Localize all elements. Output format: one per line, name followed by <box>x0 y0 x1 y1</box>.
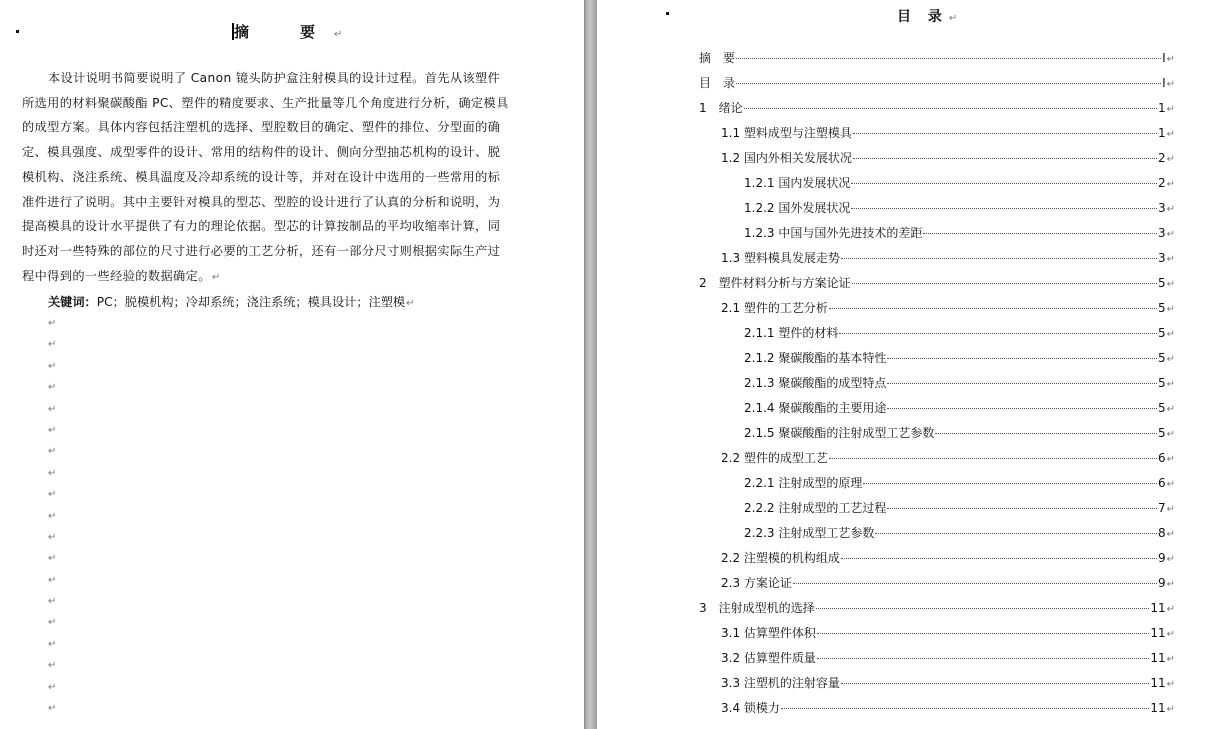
paragraph-mark-icon: ↵ <box>1166 379 1175 390</box>
toc-dot-leader <box>851 183 1157 184</box>
toc-entry[interactable] <box>699 549 1175 574</box>
toc-entry[interactable] <box>699 674 1175 699</box>
toc-dot-leader <box>863 483 1157 484</box>
toc-entry-title: 1.2 国内外相关发展状况 <box>721 151 852 165</box>
toc-dot-leader <box>841 558 1157 559</box>
toc-entry[interactable] <box>699 224 1175 249</box>
toc-page-number: 1 <box>1157 101 1166 115</box>
paragraph-mark-icon: ↵ <box>48 574 57 586</box>
paragraph-mark-icon: ↵ <box>1166 179 1175 190</box>
toc-entry-title: 1 绪论 <box>699 101 743 115</box>
toc-page-number: 11 <box>1150 626 1166 640</box>
toc-dot-leader <box>887 408 1157 409</box>
toc-entry[interactable] <box>699 299 1175 324</box>
paragraph-mark-icon: ↵ <box>1166 129 1175 140</box>
toc-entry-title: 2.2 注塑模的机构组成 <box>721 551 840 565</box>
corner-mark <box>16 30 19 33</box>
toc-page <box>597 0 1206 729</box>
toc-entry-title: 2.1.5 聚碳酸酯的注射成型工艺参数 <box>744 426 935 440</box>
toc-page-number: 5 <box>1157 351 1166 365</box>
toc-entry-title: 1.2.2 国外发展状况 <box>744 201 851 215</box>
toc-entry-title: 3.4 锁模力 <box>721 701 780 715</box>
toc-entry-title: 1.1 塑料成型与注塑模具 <box>721 126 852 140</box>
paragraph-mark-icon: ↵ <box>48 318 57 329</box>
toc-entry-title: 2.3 方案论证 <box>721 576 792 590</box>
paragraph-mark-icon: ↵ <box>48 638 57 650</box>
toc-entry[interactable] <box>699 624 1175 649</box>
paragraph-mark-icon: ↵ <box>48 339 57 351</box>
toc-dot-leader <box>853 158 1157 159</box>
paragraph-mark-icon: ↵ <box>948 13 958 24</box>
toc-dot-leader <box>923 233 1157 234</box>
toc-entry[interactable] <box>699 474 1175 499</box>
paragraph-mark-icon: ↵ <box>48 446 57 458</box>
toc-entry[interactable] <box>699 274 1175 299</box>
paragraph-mark-icon: ↵ <box>334 29 343 40</box>
paragraph-mark-icon: ↵ <box>1166 604 1175 615</box>
paragraph-mark-icon: ↵ <box>1166 329 1175 340</box>
toc-page-number: 5 <box>1157 376 1166 390</box>
toc-entry-title: 3.1 估算塑件体积 <box>721 626 816 640</box>
toc-entry-title: 3.2 估算塑件质量 <box>721 651 816 665</box>
toc-entry[interactable] <box>699 399 1175 424</box>
toc-page-number: 5 <box>1157 301 1166 315</box>
toc-entry[interactable] <box>699 199 1175 224</box>
toc-entry[interactable] <box>699 599 1175 624</box>
toc-entry-title: 摘 要 <box>699 51 736 65</box>
toc-page-number: I <box>1162 51 1166 65</box>
toc-page-number: 3 <box>1157 201 1166 215</box>
toc-page-number: 5 <box>1157 276 1166 290</box>
toc-dot-leader <box>851 208 1157 209</box>
toc-entry[interactable] <box>699 449 1175 474</box>
paragraph-mark-icon: ↵ <box>48 617 57 629</box>
toc-entry[interactable] <box>699 499 1175 524</box>
toc-entry-title: 目 录 <box>699 76 736 90</box>
toc-page-number: 11 <box>1150 601 1166 615</box>
abstract-page <box>0 0 584 729</box>
paragraph-mark-icon: ↵ <box>1166 704 1175 715</box>
paragraph-mark-icon: ↵ <box>48 424 57 436</box>
toc-dot-leader <box>887 383 1157 384</box>
toc-dot-leader <box>817 658 1149 659</box>
paragraph-mark-icon: ↵ <box>1166 454 1175 465</box>
corner-mark <box>666 12 669 15</box>
paragraph-mark-icon: ↵ <box>406 298 415 309</box>
toc-entry[interactable] <box>699 699 1175 724</box>
paragraph-mark-icon: ↵ <box>48 489 57 501</box>
toc-entry-title: 1.3 塑料模具发展走势 <box>721 251 840 265</box>
toc-dot-leader <box>853 133 1157 134</box>
toc-entry[interactable] <box>699 524 1175 549</box>
toc-entry[interactable] <box>699 74 1175 99</box>
toc-dot-leader <box>736 83 1161 84</box>
paragraph-mark-icon: ↵ <box>48 681 57 693</box>
paragraph-mark-icon: ↵ <box>1166 279 1175 290</box>
toc-dot-leader <box>875 533 1157 534</box>
toc-entry-title: 2.1 塑件的工艺分析 <box>721 301 828 315</box>
paragraph-mark-icon: ↵ <box>1166 254 1175 265</box>
toc-entry[interactable] <box>699 99 1175 124</box>
paragraph-mark-icon: ↵ <box>1166 354 1175 365</box>
paragraph-mark-icon: ↵ <box>1166 229 1175 240</box>
paragraph-mark-icon: ↵ <box>1166 79 1175 90</box>
abstract-keywords[interactable] <box>48 292 415 314</box>
toc-page-number: 11 <box>1150 651 1166 665</box>
toc-entry-title: 2.2.3 注射成型工艺参数 <box>744 526 875 540</box>
paragraph-mark-icon: ↵ <box>1166 629 1175 640</box>
paragraph-mark-icon: ↵ <box>1166 404 1175 415</box>
toc-page-number: 5 <box>1157 401 1166 415</box>
page-gutter <box>584 0 597 729</box>
toc-entry-title: 2.1.3 聚碳酸酯的成型特点 <box>744 376 887 390</box>
paragraph-mark-icon: ↵ <box>1166 579 1175 590</box>
toc-page-number: 9 <box>1157 551 1166 565</box>
toc-entry-title: 3 注射成型机的选择 <box>699 601 815 615</box>
paragraph-mark-icon: ↵ <box>1166 479 1175 490</box>
paragraph-mark-icon: ↵ <box>48 382 57 394</box>
toc-entry[interactable] <box>699 374 1175 399</box>
paragraph-mark-icon: ↵ <box>211 271 221 283</box>
toc-page-number: 3 <box>1157 251 1166 265</box>
toc-page-number: 2 <box>1157 151 1166 165</box>
toc-list <box>699 49 1175 724</box>
toc-dot-leader <box>852 283 1157 284</box>
keywords-text: PC；脱模机构；冷却系统；浇注系统；模具设计；注塑模 <box>96 295 406 309</box>
paragraph-mark-icon: ↵ <box>48 596 57 608</box>
paragraph-mark-icon: ↵ <box>48 360 57 372</box>
toc-entry-title: 2.1.2 聚碳酸酯的基本特性 <box>744 351 887 365</box>
toc-page-number: I <box>1162 76 1166 90</box>
paragraph-mark-icon: ↵ <box>48 403 57 415</box>
paragraph-mark-icon: ↵ <box>1166 679 1175 690</box>
toc-entry[interactable] <box>699 349 1175 374</box>
toc-page-number: 8 <box>1157 526 1166 540</box>
toc-dot-leader <box>816 608 1150 609</box>
toc-entry[interactable] <box>699 49 1175 74</box>
toc-dot-leader <box>839 333 1157 334</box>
toc-entry-title: 2.2.1 注射成型的原理 <box>744 476 863 490</box>
toc-dot-leader <box>887 358 1157 359</box>
paragraph-mark-icon: ↵ <box>48 553 57 565</box>
paragraph-mark-icon: ↵ <box>1166 204 1175 215</box>
toc-entry-title: 2.1.4 聚碳酸酯的主要用途 <box>744 401 887 415</box>
toc-page-number: 7 <box>1157 501 1166 515</box>
keywords-label: 关键词： <box>48 295 97 309</box>
toc-entry[interactable] <box>699 324 1175 349</box>
paragraph-mark-icon: ↵ <box>48 510 57 522</box>
toc-page-number: 3 <box>1157 226 1166 240</box>
paragraph-mark-icon: ↵ <box>48 531 57 543</box>
paragraph-mark-icon: ↵ <box>1166 154 1175 165</box>
paragraph-mark-icon: ↵ <box>1166 304 1175 315</box>
toc-dot-leader <box>793 583 1157 584</box>
toc-page-number: 1 <box>1157 126 1166 140</box>
paragraph-mark-icon: ↵ <box>48 703 57 715</box>
toc-dot-leader <box>744 108 1157 109</box>
toc-dot-leader <box>781 708 1149 709</box>
toc-page-number: 5 <box>1157 326 1166 340</box>
toc-page-number: 2 <box>1157 176 1166 190</box>
toc-entry-title: 1.2.1 国内发展状况 <box>744 176 851 190</box>
toc-entry[interactable] <box>699 149 1175 174</box>
toc-page-number: 11 <box>1150 701 1166 715</box>
paragraph-mark-icon: ↵ <box>48 467 57 479</box>
paragraph-mark-icon: ↵ <box>1166 54 1175 65</box>
toc-entry[interactable] <box>699 249 1175 274</box>
empty-paragraph-marks <box>48 317 56 723</box>
paragraph-mark-icon: ↵ <box>1166 529 1175 540</box>
toc-entry-title: 2.1.1 塑件的材料 <box>744 326 839 340</box>
toc-page-number: 9 <box>1157 576 1166 590</box>
toc-entry[interactable] <box>699 174 1175 199</box>
toc-dot-leader <box>841 258 1157 259</box>
paragraph-mark-icon: ↵ <box>1166 654 1175 665</box>
toc-dot-leader <box>817 633 1149 634</box>
toc-dot-leader <box>935 433 1157 434</box>
toc-dot-leader <box>736 58 1161 59</box>
toc-page-number: 6 <box>1157 476 1166 490</box>
abstract-title: 摘 要↵ <box>234 23 343 41</box>
toc-entry-title: 2.2.2 注射成型的工艺过程 <box>744 501 887 515</box>
toc-entry-title: 1.2.3 中国与国外先进技术的差距 <box>744 226 923 240</box>
toc-entry-title: 2.2 塑件的成型工艺 <box>721 451 828 465</box>
paragraph-mark-icon: ↵ <box>1166 104 1175 115</box>
toc-entry[interactable] <box>699 649 1175 674</box>
toc-dot-leader <box>829 458 1157 459</box>
paragraph-mark-icon: ↵ <box>1166 504 1175 515</box>
paragraph-mark-icon: ↵ <box>1166 554 1175 565</box>
toc-entry-title: 3.3 注塑机的注射容量 <box>721 676 840 690</box>
toc-page-number: 5 <box>1157 426 1166 440</box>
toc-entry[interactable] <box>699 574 1175 599</box>
paragraph-mark-icon: ↵ <box>1166 429 1175 440</box>
paragraph-mark-icon: ↵ <box>48 660 57 672</box>
toc-entry[interactable] <box>699 124 1175 149</box>
toc-dot-leader <box>841 683 1149 684</box>
abstract-text: 本设计说明书简要说明了 Canon 镜头防护盒注射模具的设计过程。首先从该塑件所选用的材料聚碳酸酯 PC、塑件的精度要求、生产批量等几个角度进行分析，确定模具的成型方案。具体内容包括注塑机的选择、型腔数目的确定、塑件的排位、分型面的确定、模具强度、成型零件的设计、常用的结构件的设计、侧向分型抽芯机构的设计、脱模机构、浇注系统、模具温度及冷却系统的设计等，并对在设计中选用的一些常用的标准件进行了说明。其中主要针对模具的型芯、型腔的设计进行了认真的分析和说明，为提高模具的设计水平提供了有力的理论依据。型芯的计算按制品的平均收缩率计算，同时还对一些特殊的部位的尺寸进行必要的工艺分析，还有一部分尺寸则根据实际生产过程中得到的一些经验的数据确定。 <box>22 71 509 283</box>
toc-dot-leader <box>887 508 1157 509</box>
toc-page-number: 11 <box>1150 676 1166 690</box>
abstract-paragraph[interactable] <box>22 66 510 290</box>
toc-entry-title: 2 塑件材料分析与方案论证 <box>699 276 851 290</box>
toc-entry[interactable] <box>699 424 1175 449</box>
toc-page-number: 6 <box>1157 451 1166 465</box>
toc-title: 目 录↵ <box>897 9 958 25</box>
toc-dot-leader <box>829 308 1157 309</box>
